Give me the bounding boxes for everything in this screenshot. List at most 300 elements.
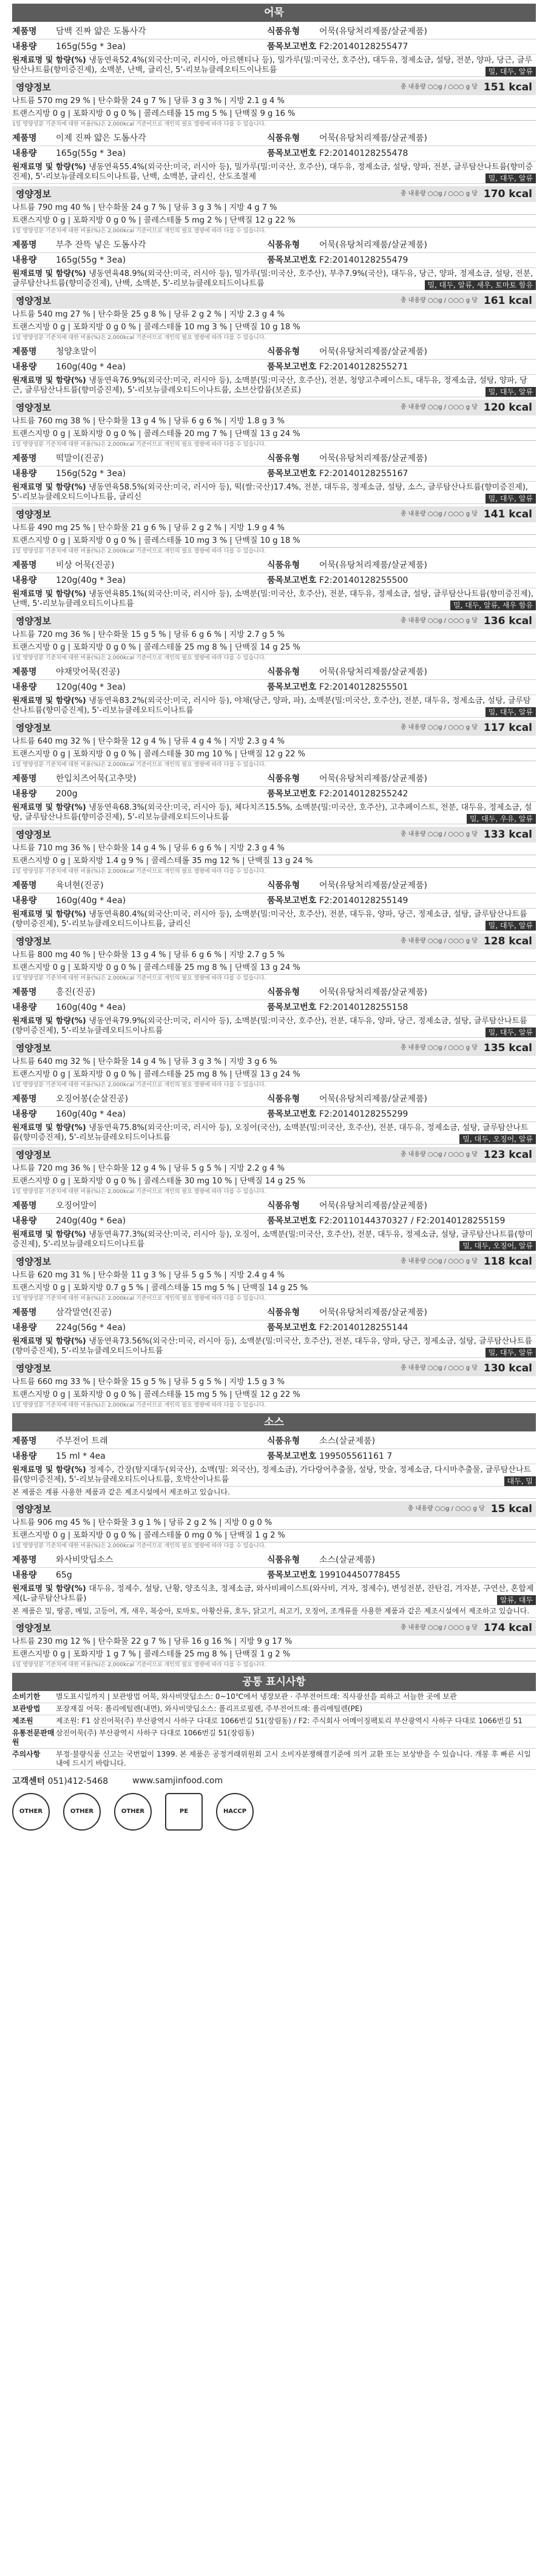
recycle-marks xyxy=(12,1793,536,1831)
label-food-type: 식품유형 xyxy=(267,240,300,250)
product-name: 육녀현(진공) xyxy=(56,881,104,890)
report-number: 199104450778455 xyxy=(319,1570,401,1580)
content-row xyxy=(12,680,536,695)
nutrition-header xyxy=(12,506,536,522)
label-product-name: 제품명 xyxy=(12,774,37,784)
content-amount: 165g(55g * 3ea) xyxy=(56,149,126,158)
haccp-icon: HACCP xyxy=(216,1793,254,1831)
content-amount: 120g(40g * 3ea) xyxy=(56,576,126,585)
product-name: 홍진(진공) xyxy=(56,987,96,997)
label-report-no: 품목보고번호 xyxy=(267,42,317,52)
nutrition-basis: 총 내용량 ○○g / ○○○ g 당 xyxy=(400,1151,478,1158)
label-ingredients: 원재료명 및 함량(%) xyxy=(12,376,89,385)
product-block xyxy=(12,1305,536,1410)
content-row xyxy=(12,360,536,375)
food-type: 소스(살균제품) xyxy=(319,1436,376,1446)
nutrition-basis: 총 내용량 ○○g / ○○○ g 당 xyxy=(400,511,478,517)
label-report-no: 품목보고번호 xyxy=(267,1570,317,1580)
label-product-name: 제품명 xyxy=(12,27,37,36)
name-row xyxy=(12,558,536,573)
section-header-common: 공통 표시사항 xyxy=(12,1673,536,1691)
label-content: 내용량 xyxy=(12,682,37,692)
nutrition-row-2: 트랜스지방 0 g | 포화지방 1.4 g 9 % | 콜레스테롤 35 mg 12 % | 단백질 13 g 24 % xyxy=(12,855,536,868)
label-food-type: 식품유형 xyxy=(267,987,300,997)
product-block xyxy=(12,1199,536,1303)
nutrition-basis: 총 내용량 ○○g / ○○○ g 당 xyxy=(400,1044,478,1051)
label-ingredients: 원재료명 및 함량(%) xyxy=(12,163,89,172)
nutrition-row-1: 나트륨 720 mg 36 % | 탄수화물 15 g 5 % | 당류 6 g 6 % | 지방 2.7 g 5 % xyxy=(12,629,536,642)
name-row xyxy=(12,345,536,360)
ingredients xyxy=(12,909,536,931)
allergy-badge: 밀, 대두, 알류 xyxy=(485,1027,536,1037)
nutrition-header xyxy=(12,613,536,629)
product-list xyxy=(12,24,536,1410)
nutrition-header xyxy=(12,1147,536,1163)
calories: 130 kcal xyxy=(483,1362,532,1374)
ingredients-text: 냉동연육83.2%(외국산:미국, 러시아 등), 야채(당근, 양파, 파), 소맥분(밀:미국산, 호주산), 전분, 대두유, 정제소금, 설탕, 글루탐산나트륨(향미증진제), 5'-리보뉴클레오티드이나트륨 xyxy=(12,696,531,715)
product-name: 이제 진짜 얇은 도톰사각 xyxy=(56,133,146,143)
content-amount: 160g(40g * 4ea) xyxy=(56,362,126,372)
label-sheet xyxy=(12,4,536,1831)
calories: 170 kcal xyxy=(483,188,532,200)
recycle-icon: PE xyxy=(165,1793,203,1831)
ingredients xyxy=(12,161,536,184)
label-product-name: 제품명 xyxy=(12,560,37,570)
nutrition-row-2: 트랜스지방 0 g | 포화지방 0 g 0 % | 콜레스테롤 20 mg 7 % | 단백질 13 g 24 % xyxy=(12,428,536,441)
label-ingredients: 원재료명 및 함량(%) xyxy=(12,696,89,705)
nutrition-row-2: 트랜스지방 0 g | 포화지방 0 g 0 % | 콜레스테롤 15 mg 5 % | 단백질 9 g 16 % xyxy=(12,108,536,121)
label-nutrition: 영양정보 xyxy=(16,616,51,627)
label-report-no: 품목보고번호 xyxy=(267,1451,317,1461)
content-row xyxy=(12,39,536,55)
nutrition-note: 1일 영양성분 기준치에 대한 비율(%)은 2,000kcal 기준이므로 개인의 필요 열량에 따라 다를 수 있습니다. xyxy=(12,975,266,981)
nutrition-note: 1일 영양성분 기준치에 대한 비율(%)은 2,000kcal 기준이므로 개인의 필요 열량에 따라 다를 수 있습니다. xyxy=(12,442,266,448)
nutrition-header xyxy=(12,79,536,95)
calories: 133 kcal xyxy=(483,829,532,841)
nutrition-header xyxy=(12,827,536,842)
report-number: F2:20140128255501 xyxy=(319,682,408,692)
calories: 120 kcal xyxy=(483,402,532,414)
food-type: 어묵(유탕처리제품/살균제품) xyxy=(319,454,427,463)
website-link[interactable]: www.samjinfood.com xyxy=(132,1776,223,1786)
nutrition-row-2: 트랜스지방 0 g | 포화지방 0 g 0 % | 콜레스테롤 10 mg 3 % | 단백질 10 g 18 % xyxy=(12,321,536,334)
product-name: 야채맛어묵(진공) xyxy=(56,667,120,677)
product-name: 한입치즈어묵(고추맛) xyxy=(56,774,137,784)
label-food-type: 식품유형 xyxy=(267,560,300,570)
label-product-name: 제품명 xyxy=(12,667,37,677)
nutrition-basis: 총 내용량 ○○g / ○○○ g 당 xyxy=(400,404,478,411)
report-number: 199505561161 7 xyxy=(319,1451,393,1461)
nutrition-basis: 총 내용량 ○○g / ○○○ g 당 xyxy=(400,938,478,944)
label-content: 내용량 xyxy=(12,42,37,52)
nutrition-row-2: 트랜스지방 0 g | 포화지방 0 g 0 % | 콜레스테롤 25 mg 8 % | 단백질 13 g 24 % xyxy=(12,1069,536,1081)
calories: 161 kcal xyxy=(483,295,532,307)
facility-note: 본 제품은 밀, 땅콩, 메밀, 고등어, 게, 새우, 복숭아, 토마토, 아황산류, 호두, 닭고기, 쇠고기, 오징어, 조개류를 사용한 제품과 같은 제조시설에서 제조하고 있습니다. xyxy=(12,1606,536,1618)
content-amount: 65g xyxy=(56,1570,72,1580)
product-name: 청양초말이 xyxy=(56,347,97,357)
label-ingredients: 원재료명 및 함량(%) xyxy=(12,1017,89,1026)
nutrition-row-1: 나트륨 640 mg 32 % | 탄수화물 14 g 4 % | 당류 3 g 3 % | 지방 3 g 6 % xyxy=(12,1056,536,1069)
food-type: 어묵(유탕처리제품/살균제품) xyxy=(319,1308,427,1317)
product-name: 오징어봉(순살진공) xyxy=(56,1094,129,1104)
common-value: 별도표시일까지 | 보관방법 어묵, 와사비맛딥소스: 0~10℃에서 냉장보관 · 주부전어트래: 직사광선을 피하고 서늘한 곳에 보관 xyxy=(56,1692,457,1701)
nutrition-basis: 총 내용량 ○○g / ○○○ g 당 xyxy=(400,1624,478,1631)
name-row xyxy=(12,772,536,787)
label-nutrition: 영양정보 xyxy=(16,295,51,306)
product-block xyxy=(12,665,536,769)
ingredients xyxy=(12,1583,536,1606)
sauce-list xyxy=(12,1434,536,1669)
nutrition-row-1: 나트륨 800 mg 40 % | 탄수화물 13 g 4 % | 당류 6 g 6 % | 지방 2.7 g 5 % xyxy=(12,949,536,962)
content-amount: 15 ml * 4ea xyxy=(56,1451,106,1461)
label-nutrition: 영양정보 xyxy=(16,82,51,93)
allergy-badge: 밀, 대두, 오징어, 알류 xyxy=(459,1134,536,1144)
ingredients-text: 냉동연육73.56%(외국산:미국, 러시아 등), 소맥분(밀:미국산, 호주산), 전분, 대두유, 양파, 당근, 정제소금, 설탕, 글루탐산나트륨(향미증진제), 5'-리보뉴클레오티드이나트륨 xyxy=(12,1337,532,1356)
report-number: F2:20140128255500 xyxy=(319,576,408,585)
label-content: 내용량 xyxy=(12,149,37,158)
nutrition-basis: 총 내용량 ○○g / ○○○ g 당 xyxy=(400,831,478,838)
name-row xyxy=(12,1092,536,1107)
calories: 136 kcal xyxy=(483,615,532,627)
nutrition-header xyxy=(12,1360,536,1376)
facility-note: 본 제품은 계룡 사용한 제품과 같은 제조시설에서 제조하고 있습니다. xyxy=(12,1487,536,1499)
label-food-type: 식품유형 xyxy=(267,1201,300,1211)
report-number: F2:20140128255479 xyxy=(319,255,408,265)
nutrition-row-1: 나트륨 760 mg 38 % | 탄수화물 13 g 4 % | 당류 6 g 6 % | 지방 1.8 g 3 % xyxy=(12,415,536,428)
label-content: 내용량 xyxy=(12,255,37,265)
product-block xyxy=(12,878,536,983)
product-block xyxy=(12,24,536,129)
label-food-type: 식품유형 xyxy=(267,667,300,677)
content-amount: 160g(40g * 4ea) xyxy=(56,1109,126,1119)
nutrition-basis: 총 내용량 ○○g / ○○○ g 당 xyxy=(400,1365,478,1371)
label-content: 내용량 xyxy=(12,469,37,479)
label-product-name: 제품명 xyxy=(12,454,37,463)
ingredients-text: 냉동연육85.1%(외국산:미국, 러시아 등), 소맥분(밀:미국산, 호주산), 전분, 대두유, 정제소금, 설탕, 글루탐산나트륨(향미증진제), 난백, 5'-리보뉴클레오티드이나트륨 xyxy=(12,590,533,608)
name-row xyxy=(12,451,536,466)
allergy-badge: 밀, 대두, 우유, 알류 xyxy=(467,814,536,824)
ingredients-text: 냉동연육58.5%(외국산:미국, 러시아 등), 떡(쌀:국산)17.4%, 전분, 대두유, 정제소금, 설탕, 소스, 글루탐산나트륨(향미증진제), 5'-리보뉴클레오티드이나트륨, 글리신 xyxy=(12,483,529,502)
sauce-block xyxy=(12,1434,536,1550)
product-block xyxy=(12,238,536,342)
label-nutrition: 영양정보 xyxy=(16,1623,51,1633)
nutrition-note: 1일 영양성분 기준치에 대한 비율(%)은 2,000kcal 기준이므로 개인의 필요 열량에 따라 다를 수 있습니다. xyxy=(12,1402,266,1408)
content-row xyxy=(12,1449,536,1464)
content-amount: 165g(55g * 3ea) xyxy=(56,255,126,265)
food-type: 어묵(유탕처리제품/살균제품) xyxy=(319,987,427,997)
label-food-type: 식품유형 xyxy=(267,347,300,357)
ingredients-text: 냉동연육48.9%(외국산:미국, 러시아 등), 밀가루(밀:미국산, 호주산), 부추7.9%(국산), 대두유, 당근, 양파, 정제소금, 설탕, 전분, 글루탐산나트륨(향미증진제), 난백, 소맥분, 5'-리보뉴클레오티드이나트륨 xyxy=(12,269,533,288)
food-type: 어묵(유탕처리제품/살균제품) xyxy=(319,1201,427,1211)
content-row xyxy=(12,253,536,268)
label-ingredients: 원재료명 및 함량(%) xyxy=(12,590,89,599)
nutrition-header xyxy=(12,720,536,736)
ingredients xyxy=(12,588,536,611)
calories: 151 kcal xyxy=(483,81,532,93)
label-report-no: 품목보고번호 xyxy=(267,149,317,158)
label-food-type: 식품유형 xyxy=(267,881,300,890)
calories: 128 kcal xyxy=(483,935,532,947)
nutrition-note: 1일 영양성분 기준치에 대한 비율(%)은 2,000kcal 기준이므로 개인의 필요 열량에 따라 다를 수 있습니다. xyxy=(12,1082,266,1088)
nutrition-note: 1일 영양성분 기준치에 대한 비율(%)은 2,000kcal 기준이므로 개인의 필요 열량에 따라 다를 수 있습니다. xyxy=(12,762,266,768)
content-amount: 200g xyxy=(56,789,78,799)
footer xyxy=(12,1774,536,1788)
report-number: F2:20140128255271 xyxy=(319,362,408,372)
content-amount: 160g(40g * 4ea) xyxy=(56,896,126,906)
label-product-name: 제품명 xyxy=(12,987,37,997)
product-block xyxy=(12,451,536,556)
nutrition-basis: 총 내용량 ○○g / ○○○ g 당 xyxy=(407,1505,485,1512)
report-number: F2:20140128255149 xyxy=(319,896,408,906)
nutrition-header xyxy=(12,1254,536,1270)
section-header-fishcake: 어묵 xyxy=(12,4,536,22)
product-name: 부추 잔뜩 넣은 도톰사각 xyxy=(56,240,146,250)
label-food-type: 식품유형 xyxy=(267,1094,300,1104)
allergy-badge: 밀, 대두, 알류 xyxy=(485,707,536,717)
label-nutrition: 영양정보 xyxy=(16,1504,51,1515)
nutrition-note: 1일 영양성분 기준치에 대한 비율(%)은 2,000kcal 기준이므로 개인의 필요 열량에 따라 다를 수 있습니다. xyxy=(12,228,266,234)
common-value: 부정·불량식품 신고는 국번없이 1399. 본 제품은 공정거래위원회 고시 소비자분쟁해결기준에 의거 교환 또는 보상받을 수 있습니다. 개봉 후 빠른 시일 내에 드시기 바랍니다. xyxy=(56,1750,531,1767)
nutrition-row-2: 트랜스지방 0 g | 포화지방 0 g 0 % | 콜레스테롤 15 mg 5 % | 단백질 12 g 22 % xyxy=(12,1389,536,1402)
label-report-no: 품목보고번호 xyxy=(267,1323,317,1333)
common-key: 제조원 xyxy=(12,1717,33,1725)
common-key: 보관방법 xyxy=(12,1704,41,1713)
nutrition-row-1: 나트륨 660 mg 33 % | 탄수화물 15 g 5 % | 당류 5 g 5 % | 지방 1.5 g 3 % xyxy=(12,1376,536,1389)
label-ingredients: 원재료명 및 함량(%) xyxy=(12,483,89,492)
label-content: 내용량 xyxy=(12,1216,37,1226)
nutrition-note: 1일 영양성분 기준치에 대한 비율(%)은 2,000kcal 기준이므로 개인의 필요 열량에 따라 다를 수 있습니다. xyxy=(12,1296,266,1302)
nutrition-note: 1일 영양성분 기준치에 대한 비율(%)은 2,000kcal 기준이므로 개인의 필요 열량에 따라 다를 수 있습니다. xyxy=(12,869,266,875)
report-number: F2:20140128255158 xyxy=(319,1003,408,1012)
common-row xyxy=(12,1749,536,1770)
content-row xyxy=(12,893,536,909)
nutrition-row-2: 트랜스지방 0 g | 포화지방 0 g 0 % | 콜레스테롤 30 mg 10 % | 단백질 12 g 22 % xyxy=(12,748,536,761)
nutrition-row-1: 나트륨 906 mg 45 % | 탄수화물 3 g 1 % | 당류 2 g 2 % | 지방 0 g 0 % xyxy=(12,1517,536,1530)
common-value: 삼진어묵(주) 부산광역시 사하구 다대로 1066번길 51(장림동) xyxy=(56,1729,255,1737)
nutrition-header xyxy=(12,933,536,949)
label-product-name: 제품명 xyxy=(12,240,37,250)
calories: 174 kcal xyxy=(483,1622,532,1634)
label-nutrition: 영양정보 xyxy=(16,722,51,733)
label-ingredients: 원재료명 및 함량(%) xyxy=(12,1337,89,1346)
product-name: 오징어말이 xyxy=(56,1201,97,1211)
ingredients xyxy=(12,482,536,504)
label-product-name: 제품명 xyxy=(12,881,37,890)
food-type: 어묵(유탕처리제품/살균제품) xyxy=(319,881,427,890)
food-type: 어묵(유탕처리제품/살균제품) xyxy=(319,347,427,357)
allergy-badge: 밀, 대두, 알류 xyxy=(485,1348,536,1357)
recycle-icon: OTHER xyxy=(12,1793,50,1831)
nutrition-note: 1일 영양성분 기준치에 대한 비율(%)은 2,000kcal 기준이므로 개인의 필요 열량에 따라 다를 수 있습니다. xyxy=(12,1662,266,1668)
product-block xyxy=(12,1092,536,1196)
label-ingredients: 원재료명 및 함량(%) xyxy=(12,1584,89,1593)
nutrition-row-2: 트랜스지방 0 g | 포화지방 1 g 7 % | 콜레스테롤 25 mg 8 % | 단백질 1 g 2 % xyxy=(12,1649,536,1661)
content-row xyxy=(12,1568,536,1583)
product-name: 비상 어묵(진공) xyxy=(56,560,115,570)
ingredients-text: 냉동연육55.4%(외국산:미국, 러시아 등), 밀가루(밀:미국산, 호주산), 대두유, 정제소금, 설탕, 양파, 전분, 글루탐산나트륨(향미증진제), 5'-리보뉴클레오티드이나트륨, 난백, 소맥분, 글리신, 산도조절제 xyxy=(12,163,533,181)
label-content: 내용량 xyxy=(12,896,37,906)
content-row xyxy=(12,1107,536,1122)
label-content: 내용량 xyxy=(12,1323,37,1333)
common-key: 유통전문판매원 xyxy=(12,1729,55,1746)
label-product-name: 제품명 xyxy=(12,347,37,357)
label-content: 내용량 xyxy=(12,362,37,372)
label-ingredients: 원재료명 및 함량(%) xyxy=(12,269,89,278)
nutrition-note: 1일 영양성분 기준치에 대한 비율(%)은 2,000kcal 기준이므로 개인의 필요 열량에 따라 다를 수 있습니다. xyxy=(12,121,266,127)
nutrition-row-2: 트랜스지방 0 g | 포화지방 0 g 0 % | 콜레스테롤 0 mg 0 % | 단백질 1 g 2 % xyxy=(12,1530,536,1542)
customer-center: 고객센터 051)412-5468 xyxy=(12,1777,109,1786)
label-report-no: 품목보고번호 xyxy=(267,896,317,906)
nutrition-row-1: 나트륨 540 mg 27 % | 탄수화물 25 g 8 % | 당류 2 g 2 % | 지방 2.3 g 4 % xyxy=(12,309,536,321)
section-header-sauce: 소스 xyxy=(12,1413,536,1431)
nutrition-row-2: 트랜스지방 0 g | 포화지방 0 g 0 % | 콜레스테롤 25 mg 8 % | 단백질 14 g 25 % xyxy=(12,642,536,654)
product-block xyxy=(12,345,536,449)
ingredients-text: 냉동연육68.3%(외국산:미국, 러시아 등), 체다치즈15.5%, 소맥분(밀:미국산, 호주산), 고추페이스트, 전분, 대두유, 정제소금, 설탕, 글루탐산나트륨(향미증진제), 5'-리보뉴클레오티드이나트륨 xyxy=(12,803,532,822)
label-food-type: 식품유형 xyxy=(267,1555,300,1565)
nutrition-basis: 총 내용량 ○○g / ○○○ g 당 xyxy=(400,190,478,197)
allergy-badge: 밀, 대두, 알류 xyxy=(485,67,536,76)
name-row xyxy=(12,985,536,1000)
sauce-block xyxy=(12,1553,536,1669)
label-report-no: 품목보고번호 xyxy=(267,576,317,585)
content-row xyxy=(12,466,536,482)
report-number: F2:20140128255478 xyxy=(319,149,408,158)
label-report-no: 품목보고번호 xyxy=(267,789,317,799)
allergy-badge: 밀, 대두, 오징어, 알류 xyxy=(459,1241,536,1251)
content-amount: 156g(52g * 3ea) xyxy=(56,469,126,479)
ingredients xyxy=(12,1336,536,1358)
label-ingredients: 원재료명 및 함량(%) xyxy=(12,1230,89,1239)
nutrition-note: 1일 영양성분 기준치에 대한 비율(%)은 2,000kcal 기준이므로 개인의 필요 열량에 따라 다를 수 있습니다. xyxy=(12,1189,266,1195)
product-name: 담백 진짜 얇은 도톰사각 xyxy=(56,27,146,36)
allergy-badge: 밀, 대두, 알류 xyxy=(485,921,536,930)
common-key: 소비기한 xyxy=(12,1692,41,1701)
report-number: F2:20140128255242 xyxy=(319,789,408,799)
allergy-badge: 밀, 대두, 알류 xyxy=(485,173,536,183)
label-ingredients: 원재료명 및 함량(%) xyxy=(12,1123,89,1132)
nutrition-row-1: 나트륨 640 mg 32 % | 탄수화물 12 g 4 % | 당류 4 g 4 % | 지방 2.3 g 4 % xyxy=(12,736,536,748)
report-number: F2:20140128255299 xyxy=(319,1109,408,1119)
label-product-name: 제품명 xyxy=(12,1436,37,1446)
product-name: 삼각말연(진공) xyxy=(56,1308,112,1317)
content-amount: 165g(55g * 3ea) xyxy=(56,42,126,52)
label-food-type: 식품유형 xyxy=(267,133,300,143)
label-food-type: 식품유형 xyxy=(267,1308,300,1317)
ingredients-text: 냉동연육75.8%(외국산:미국, 러시아 등), 오징어(국산), 소맥분(밀:미국산, 호주산), 전분, 대두유, 정제소금, 설탕, 글루탐산나트륨(향미증진제), 5'-리보뉴클레오티드이나트륨 xyxy=(12,1123,529,1142)
nutrition-row-2: 트랜스지방 0 g | 포화지방 0.7 g 5 % | 콜레스테롤 15 mg 5 % | 단백질 14 g 25 % xyxy=(12,1282,536,1295)
ingredients xyxy=(12,55,536,77)
label-ingredients: 원재료명 및 함량(%) xyxy=(12,910,89,919)
label-content: 내용량 xyxy=(12,1109,37,1119)
calories: 123 kcal xyxy=(483,1149,532,1161)
recycle-icon: OTHER xyxy=(63,1793,101,1831)
allergy-badge: 밀, 대두, 알류, 새우 함유 xyxy=(450,600,536,610)
content-amount: 160g(40g * 4ea) xyxy=(56,1003,126,1012)
nutrition-note: 1일 영양성분 기준치에 대한 비율(%)은 2,000kcal 기준이므로 개인의 필요 열량에 따라 다를 수 있습니다. xyxy=(12,1543,266,1549)
report-number: F2:20140128255477 xyxy=(319,42,408,52)
food-type: 어묵(유탕처리제품/살균제품) xyxy=(319,133,427,143)
label-product-name: 제품명 xyxy=(12,1555,37,1565)
nutrition-row-1: 나트륨 570 mg 29 % | 탄수화물 24 g 7 % | 당류 3 g 3 % | 지방 2.1 g 4 % xyxy=(12,95,536,108)
nutrition-header xyxy=(12,186,536,202)
allergy-badge: 알류, 대두 xyxy=(497,1595,536,1605)
ingredients xyxy=(12,268,536,291)
label-product-name: 제품명 xyxy=(12,1094,37,1104)
food-type: 어묵(유탕처리제품/살균제품) xyxy=(319,667,427,677)
report-number: F2:20140128255144 xyxy=(319,1323,408,1333)
ingredients-text: 정제수, 간장(탈지대두(외국산), 소맥(밀: 외국산), 정제소금), 가다랑어추출물, 설탕, 맛술, 정제소금, 다시마추출물, 글루탐산나트륨(향미증진제), 5'-리보뉴클레오티드이나트륨, 호박산이나트륨 xyxy=(12,1465,532,1484)
label-nutrition: 영양정보 xyxy=(16,829,51,840)
content-row xyxy=(12,146,536,161)
label-report-no: 품목보고번호 xyxy=(267,1109,317,1119)
product-block xyxy=(12,985,536,1089)
label-product-name: 제품명 xyxy=(12,1201,37,1211)
product-name: 떡말이(진공) xyxy=(56,454,104,463)
nutrition-basis: 총 내용량 ○○g / ○○○ g 당 xyxy=(400,1258,478,1265)
common-key: 주의사항 xyxy=(12,1750,41,1758)
name-row xyxy=(12,1199,536,1214)
common-row xyxy=(12,1703,536,1715)
content-amount: 120g(40g * 3ea) xyxy=(56,682,126,692)
allergy-badge: 밀, 대두, 알류 xyxy=(485,387,536,397)
nutrition-header xyxy=(12,1040,536,1056)
name-row xyxy=(12,238,536,253)
recycle-icon: OTHER xyxy=(114,1793,152,1831)
label-ingredients: 원재료명 및 함량(%) xyxy=(12,803,89,812)
nutrition-row-2: 트랜스지방 0 g | 포화지방 0 g 0 % | 콜레스테롤 5 mg 2 % | 단백질 12 g 22 % xyxy=(12,215,536,227)
label-ingredients: 원재료명 및 함량(%) xyxy=(12,56,89,65)
label-ingredients: 원재료명 및 함량(%) xyxy=(12,1465,89,1475)
label-report-no: 품목보고번호 xyxy=(267,682,317,692)
allergy-badge: 밀, 대두, 알류, 새우, 토마토 함유 xyxy=(425,280,536,290)
name-row xyxy=(12,1305,536,1320)
product-block xyxy=(12,131,536,235)
label-report-no: 품목보고번호 xyxy=(267,362,317,372)
nutrition-basis: 총 내용량 ○○g / ○○○ g 당 xyxy=(400,617,478,624)
nutrition-row-2: 트랜스지방 0 g | 포화지방 0 g 0 % | 콜레스테롤 25 mg 8 % | 단백질 13 g 24 % xyxy=(12,962,536,975)
food-type: 소스(살균제품) xyxy=(319,1555,376,1565)
nutrition-basis: 총 내용량 ○○g / ○○○ g 당 xyxy=(400,84,478,90)
label-content: 내용량 xyxy=(12,576,37,585)
label-report-no: 품목보고번호 xyxy=(267,469,317,479)
content-row xyxy=(12,1214,536,1229)
food-type: 어묵(유탕처리제품/살균제품) xyxy=(319,1094,427,1104)
nutrition-header xyxy=(12,293,536,309)
name-row xyxy=(12,1553,536,1568)
name-row xyxy=(12,878,536,893)
name-row xyxy=(12,1434,536,1449)
calories: 15 kcal xyxy=(490,1503,532,1515)
nutrition-note: 1일 영양성분 기준치에 대한 비율(%)은 2,000kcal 기준이므로 개인의 필요 열량에 따라 다를 수 있습니다. xyxy=(12,335,266,341)
food-type: 어묵(유탕처리제품/살균제품) xyxy=(319,560,427,570)
label-food-type: 식품유형 xyxy=(267,1436,300,1446)
ingredients xyxy=(12,695,536,718)
nutrition-row-1: 나트륨 620 mg 31 % | 탄수화물 11 g 3 % | 당류 5 g 5 % | 지방 2.4 g 4 % xyxy=(12,1270,536,1282)
name-row xyxy=(12,665,536,680)
name-row xyxy=(12,131,536,146)
nutrition-row-2: 트랜스지방 0 g | 포화지방 0 g 0 % | 콜레스테롤 10 mg 3 % | 단백질 10 g 18 % xyxy=(12,535,536,548)
label-report-no: 품목보고번호 xyxy=(267,1216,317,1226)
label-content: 내용량 xyxy=(12,1003,37,1012)
product-block xyxy=(12,558,536,662)
name-row xyxy=(12,24,536,39)
ingredients-text: 대두유, 정제수, 설탕, 난황, 양조식초, 정제소금, 와사비페이스트(와사비, 겨자, 정제수), 변성전분, 잔탄검, 겨자분, 구연산, 혼합제제(L-글루탐산나트륨) xyxy=(12,1584,534,1603)
label-content: 내용량 xyxy=(12,789,37,799)
common-row xyxy=(12,1727,536,1749)
common-value: 제조원: F1 삼진어묵(주) 부산광역시 사하구 다대로 1066번길 51(장림동) / F2: 주식회사 어메이징팩토리 부산광역시 사하구 다대로 1066번길 51 xyxy=(56,1717,523,1725)
label-nutrition: 영양정보 xyxy=(16,936,51,947)
common-value: 포장재질 어묵: 폴리에틸렌(내면), 와사비맛딥소스: 폴리프로필렌, 주부전어트래: 폴리에틸렌(PE) xyxy=(56,1704,363,1713)
